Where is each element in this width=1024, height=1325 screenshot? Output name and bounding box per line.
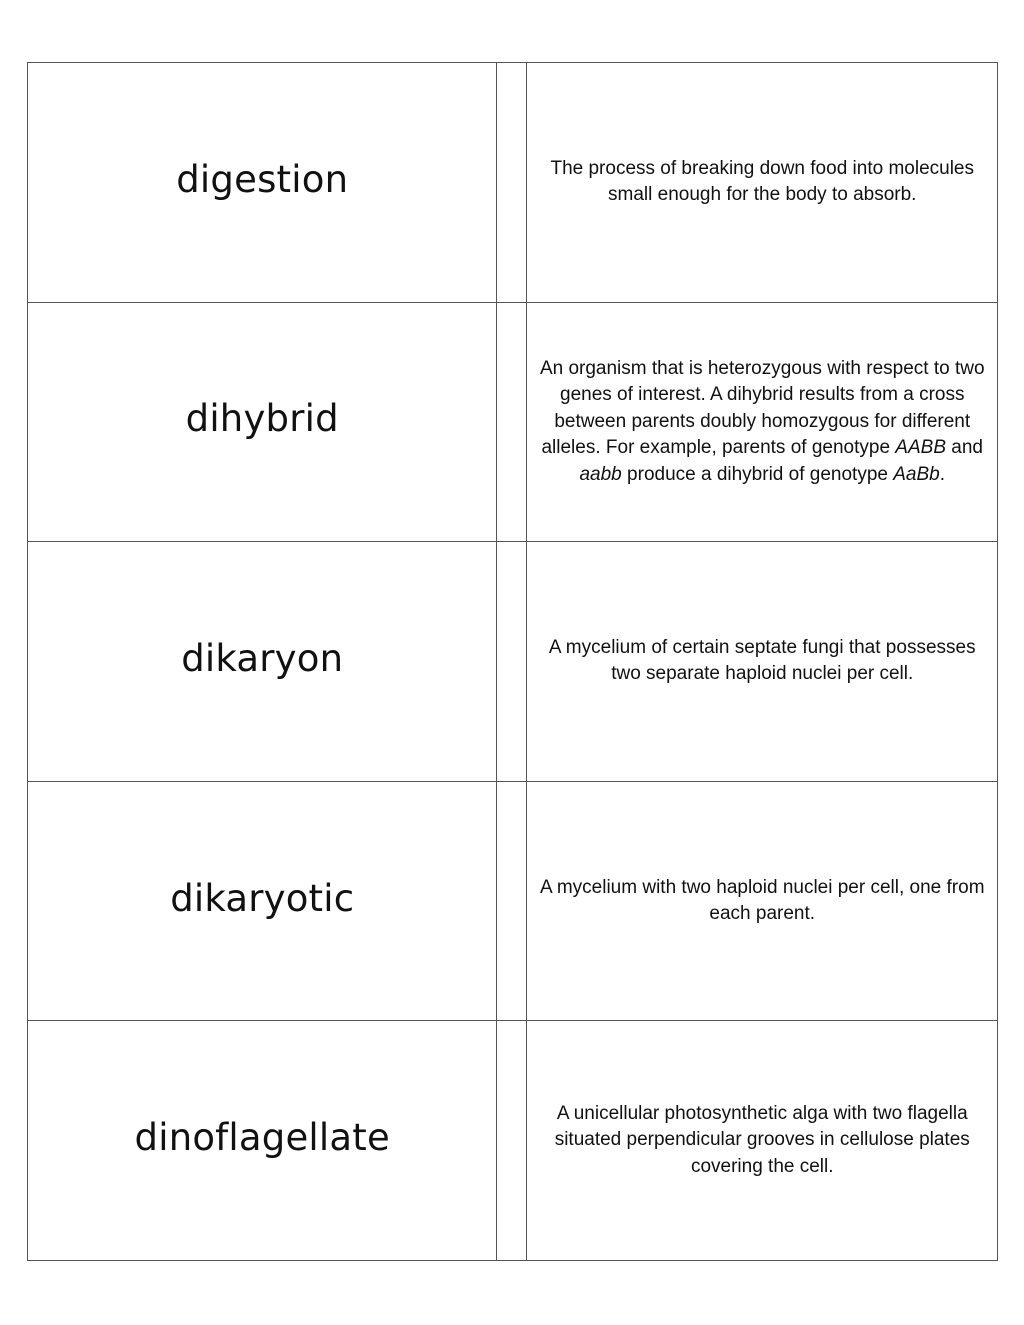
flashcard-row [28, 63, 998, 303]
flashcard-row [28, 302, 998, 542]
fold-gutter [497, 1021, 527, 1261]
term-cell [28, 781, 497, 1021]
fold-gutter [497, 542, 527, 782]
flashcard-sheet [27, 62, 998, 1260]
definition-text: A mycelium of certain septate fungi that possesses two separate haploid nuclei per cell. [548, 636, 976, 685]
flashcard-row [28, 781, 998, 1021]
fold-gutter [497, 302, 527, 542]
flashcard-row [28, 1021, 998, 1261]
term-text: dikaryotic [170, 876, 355, 920]
genotype-italic: AABB [895, 437, 946, 459]
definition-cell [527, 302, 998, 542]
flashcard-row [28, 542, 998, 782]
definition-cell [527, 1021, 998, 1261]
fold-gutter [497, 781, 527, 1021]
definition-text: The process of breaking down food into molecules small enough for the body to absorb. [550, 157, 974, 206]
term-cell [28, 63, 497, 303]
flashcard-table [27, 62, 998, 1261]
definition-cell [527, 542, 998, 782]
term-text: dikaryon [181, 636, 344, 680]
definition-cell [527, 63, 998, 303]
term-text: dihybrid [185, 397, 339, 441]
definition-cell [527, 781, 998, 1021]
fold-gutter [497, 63, 527, 303]
term-text: digestion [176, 157, 349, 201]
genotype-italic: AaBb [893, 463, 940, 485]
definition-text: An organism that is heterozygous with respect to two genes of interest. A dihybrid results from a cross between parents doubly homozygous for different alleles. For example, parents of genotype AABB and aabb produce a dihybrid of genotype AaBb. [539, 357, 985, 485]
term-text: dinoflagellate [134, 1116, 390, 1160]
definition-text: A unicellular photosynthetic alga with two flagella situated perpendicular grooves in cellulose plates covering the cell. [554, 1102, 970, 1177]
definition-text: A mycelium with two haploid nuclei per cell, one from each parent. [539, 876, 985, 925]
genotype-italic: aabb [579, 463, 622, 485]
term-cell [28, 542, 497, 782]
term-cell [28, 1021, 497, 1261]
term-cell [28, 302, 497, 542]
